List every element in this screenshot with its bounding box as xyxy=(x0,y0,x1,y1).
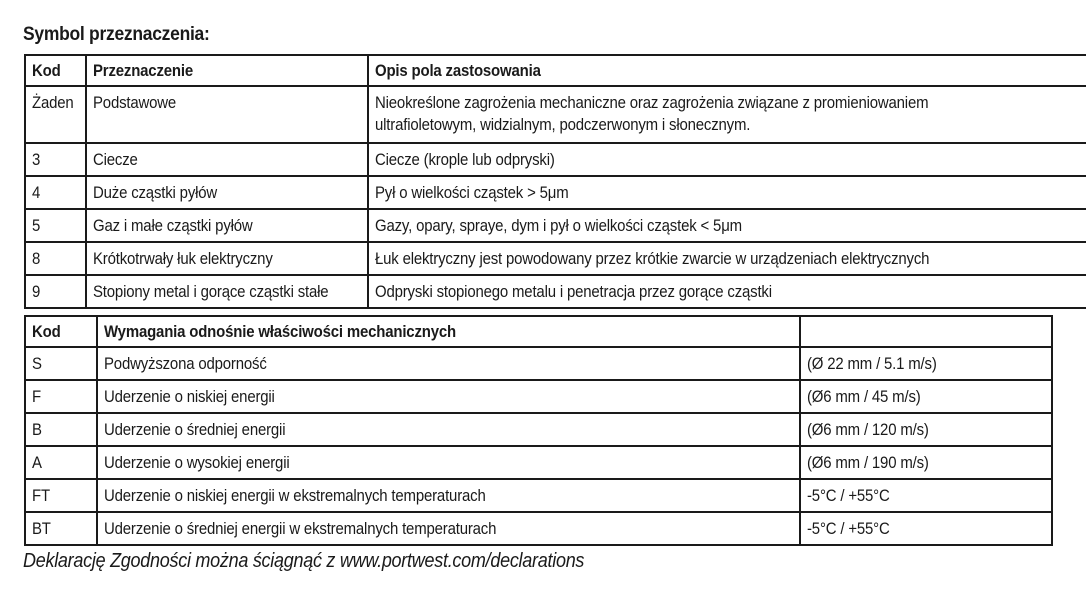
header-wymagania: Wymagania odnośnie właściwości mechanicznych xyxy=(97,316,801,347)
cell-przeznaczenie: Gaz i małe cząstki pyłów xyxy=(86,209,368,242)
purpose-symbol-table xyxy=(24,54,1086,309)
cell-wymaganie: Uderzenie o średniej energii xyxy=(97,413,801,446)
cell-kod: B xyxy=(25,413,97,446)
table-row xyxy=(25,86,1086,143)
table-row xyxy=(25,143,1086,176)
table-row xyxy=(25,446,1052,479)
table-header-row xyxy=(25,316,1052,347)
cell-przeznaczenie: Stopiony metal i gorące cząstki stałe xyxy=(86,275,368,308)
table-row xyxy=(25,176,1086,209)
table-row xyxy=(25,380,1052,413)
header-kod: Kod xyxy=(25,55,86,86)
table-row xyxy=(25,347,1052,380)
table-row xyxy=(25,512,1052,545)
cell-kod: 3 xyxy=(25,143,86,176)
cell-przeznaczenie: Krótkotrwały łuk elektryczny xyxy=(86,242,368,275)
cell-wartosc: -5°C / +55°C xyxy=(800,512,1052,545)
cell-kod: 8 xyxy=(25,242,86,275)
cell-opis: Gazy, opary, spraye, dym i pył o wielkości cząstek < 5μm xyxy=(368,209,1086,242)
cell-kod: FT xyxy=(25,479,97,512)
cell-wartosc: (Ø6 mm / 45 m/s) xyxy=(800,380,1052,413)
header-kod: Kod xyxy=(25,316,97,347)
mechanical-requirements-table xyxy=(24,315,1053,546)
table-header-row xyxy=(25,55,1086,86)
cell-wymaganie: Uderzenie o średniej energii w ekstremalnych temperaturach xyxy=(97,512,801,545)
cell-wymaganie: Uderzenie o niskiej energii xyxy=(97,380,801,413)
cell-wartosc: (Ø6 mm / 190 m/s) xyxy=(800,446,1052,479)
table-row xyxy=(25,209,1086,242)
cell-opis: Nieokreślone zagrożenia mechaniczne oraz zagrożenia związane z promieniowaniem ultrafioletowym, widzialnym, podczerwonym i słonecznym. xyxy=(368,86,1086,143)
cell-przeznaczenie: Podstawowe xyxy=(86,86,368,143)
cell-kod: A xyxy=(25,446,97,479)
cell-opis: Ciecze (krople lub odpryski) xyxy=(368,143,1086,176)
cell-opis: Pył o wielkości cząstek > 5μm xyxy=(368,176,1086,209)
cell-kod: F xyxy=(25,380,97,413)
header-opis: Opis pola zastosowania xyxy=(368,55,1086,86)
cell-wartosc: -5°C / +55°C xyxy=(800,479,1052,512)
cell-kod: Żaden xyxy=(25,86,86,143)
cell-kod: 9 xyxy=(25,275,86,308)
cell-przeznaczenie: Ciecze xyxy=(86,143,368,176)
header-przeznaczenie: Przeznaczenie xyxy=(86,55,368,86)
table-row xyxy=(25,413,1052,446)
cell-przeznaczenie: Duże cząstki pyłów xyxy=(86,176,368,209)
cell-kod: BT xyxy=(25,512,97,545)
cell-opis: Łuk elektryczny jest powodowany przez krótkie zwarcie w urządzeniach elektrycznych xyxy=(368,242,1086,275)
header-wartosc xyxy=(800,316,1052,347)
cell-wartosc: (Ø6 mm / 120 m/s) xyxy=(800,413,1052,446)
cell-wartosc: (Ø 22 mm / 5.1 m/s) xyxy=(800,347,1052,380)
table-row xyxy=(25,242,1086,275)
cell-kod: 5 xyxy=(25,209,86,242)
cell-wymaganie: Uderzenie o wysokiej energii xyxy=(97,446,801,479)
section-title: Symbol przeznaczenia: xyxy=(23,24,210,45)
cell-wymaganie: Uderzenie o niskiej energii w ekstremalnych temperaturach xyxy=(97,479,801,512)
cell-wymaganie: Podwyższona odporność xyxy=(97,347,801,380)
cell-kod: 4 xyxy=(25,176,86,209)
declaration-footer: Deklarację Zgodności można ściągnąć z www.portwest.com/declarations xyxy=(23,550,585,572)
cell-opis: Odpryski stopionego metalu i penetracja przez gorące cząstki xyxy=(368,275,1086,308)
table-row xyxy=(25,479,1052,512)
table-row xyxy=(25,275,1086,308)
cell-kod: S xyxy=(25,347,97,380)
